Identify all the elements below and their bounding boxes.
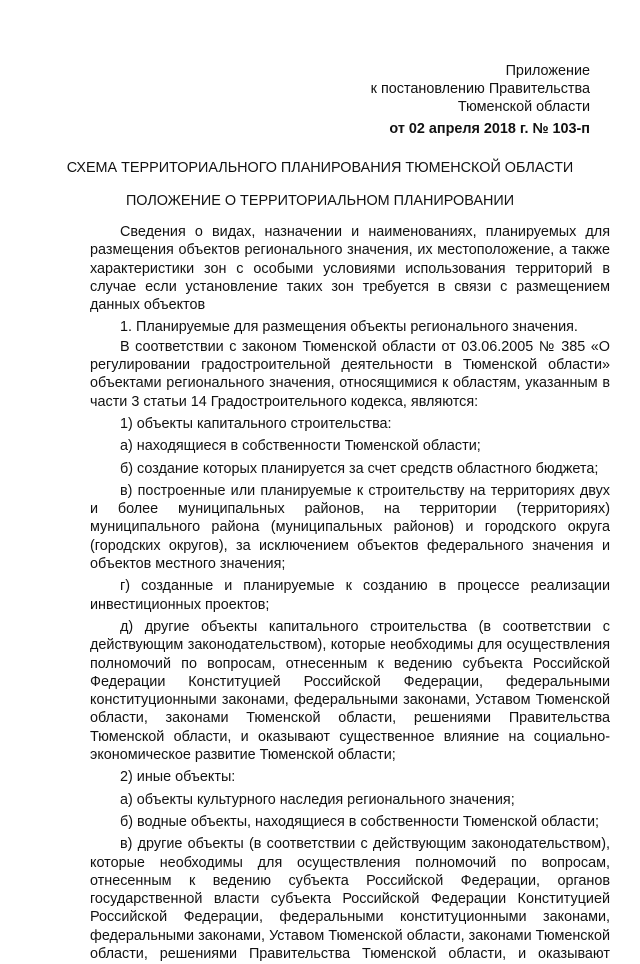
paragraph-sub-g: г) созданные и планируемые к созданию в процессе реализации инвестиционных проектов; (90, 578, 610, 613)
paragraph-sub-b: б) создание которых планируется за счет средств областного бюджета; (120, 460, 599, 477)
resolution-date-number: от 02 апреля 2018 г. № 103-п (389, 121, 590, 137)
paragraph-other-v: в) другие объекты (в соответствии с действующим законодательством), которые необходимы для осуществления полномочий по вопросам, отнесенным к ведению субъекта Российской Федерации, органов государственной власти субъекта Российской Федерации Конституцией Российской Федерации, федеральными конституционными законами, федеральными законами, Уставом Тюменской области, законами Тюменской области, решениями Правительства Тюменской области, и оказывают (90, 836, 610, 962)
region-name: Тюменской области (457, 99, 590, 115)
paragraph-intro: Сведения о видах, назначении и наименованиях, планируемых для размещения объектов регионального значения, их местоположение, а также характеристики зон с особыми условиями использования территорий в случае если установление таких зон требуется в связи с размещением данных объектов (90, 224, 610, 314)
paragraph-item-1: 1. Планируемые для размещения объекты регионального значения. (120, 319, 578, 336)
section-title: ПОЛОЖЕНИЕ О ТЕРРИТОРИАЛЬНОМ ПЛАНИРОВАНИИ (125, 193, 515, 209)
document-body (90, 223, 610, 964)
paragraph-other-b: б) водные объекты, находящиеся в собственности Тюменской области; (120, 813, 599, 830)
paragraph-sub-v: в) построенные или планируемые к строительству на территориях двух и более муниципальных районов, на территории (территориях) муниципального района (муниципальных районов) и городского округа (городских округов), за исключением объектов федерального значения и объектов местного значения; (90, 482, 610, 573)
paragraph-sub-d: д) другие объекты капитального строительства (в соответствии с действующим законодательством), которые необходимы для осуществления полномочий по вопросам, отнесенным к ведению субъекта Российской Федерации Конституцией Российской Федерации, федеральными конституционными законами, федеральными законами, Уставом Тюменской области, законами Тюменской области, решениями Правительства Тюменской области, и оказывают существенное влияние на социально-экономическое развитие Тюменской области; (90, 618, 610, 764)
document-title: СХЕМА ТЕРРИТОРИАЛЬНОГО ПЛАНИРОВАНИЯ ТЮМЕНСКОЙ ОБЛАСТИ (66, 160, 574, 176)
paragraph-law: В соответствии с законом Тюменской области от 03.06.2005 № 385 «О регулировании градостроительной деятельности в Тюменской области» объектами регионального значения, относящимися к областям, указанным в части 3 статьи 14 Градостроительного кодекса, являются: (90, 338, 610, 410)
appendix-label: Приложение (505, 63, 590, 79)
document-header (371, 62, 590, 138)
resolution-reference: к постановлению Правительства (370, 81, 590, 97)
paragraph-capital-objects: 1) объекты капитального строительства: (120, 415, 392, 432)
paragraph-other-a: а) объекты культурного наследия регионального значения; (120, 791, 515, 808)
paragraph-sub-a: а) находящиеся в собственности Тюменской области; (120, 438, 481, 455)
paragraph-other-objects: 2) иные объекты: (120, 769, 236, 786)
